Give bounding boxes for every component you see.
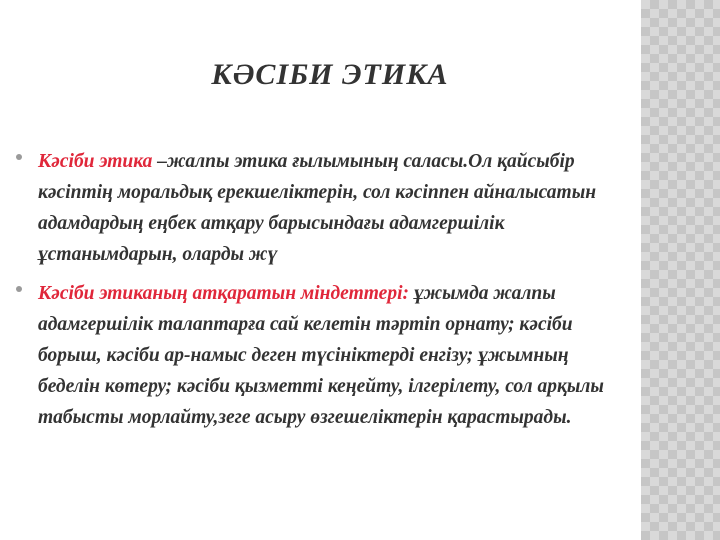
bullet-term: Кәсіби этиканың атқаратын міндеттері: — [38, 283, 414, 304]
bullet-term: Кәсіби этика — [38, 151, 158, 172]
decorative-side-pattern — [641, 0, 720, 540]
bullet-text — [38, 283, 604, 428]
bullet-item-definition — [14, 146, 624, 270]
slide-title: КӘСІБИ ЭТИКА — [211, 58, 449, 91]
bullet-body: –жалпы этика ғылымының саласы.Ол қайсыбір кәсіптің моральдық ерекшеліктерін, сол кәсіппен айналысатын адамдардың еңбек атқару барысындағы адамгершілік ұстанымдарын, оларды жү — [38, 151, 597, 265]
bullet-dot-icon — [16, 286, 22, 292]
bullet-item-tasks — [14, 278, 624, 433]
bullet-text — [38, 151, 596, 265]
bullet-dot-icon — [16, 154, 22, 160]
bullet-body: ұжымда жалпы адамгершілік талаптарға сай келетін тәртіп орнату; кәсіби борыш, кәсіби ар-намыс деген түсініктерді енгізу; ұжымның беделін көтеру; кәсіби қызметті кеңейту, ілгерілету, сол арқылы табысты морлайту,зеге асыру өзгешеліктерін қарастырады. — [38, 283, 604, 428]
bullet-list — [14, 146, 624, 441]
